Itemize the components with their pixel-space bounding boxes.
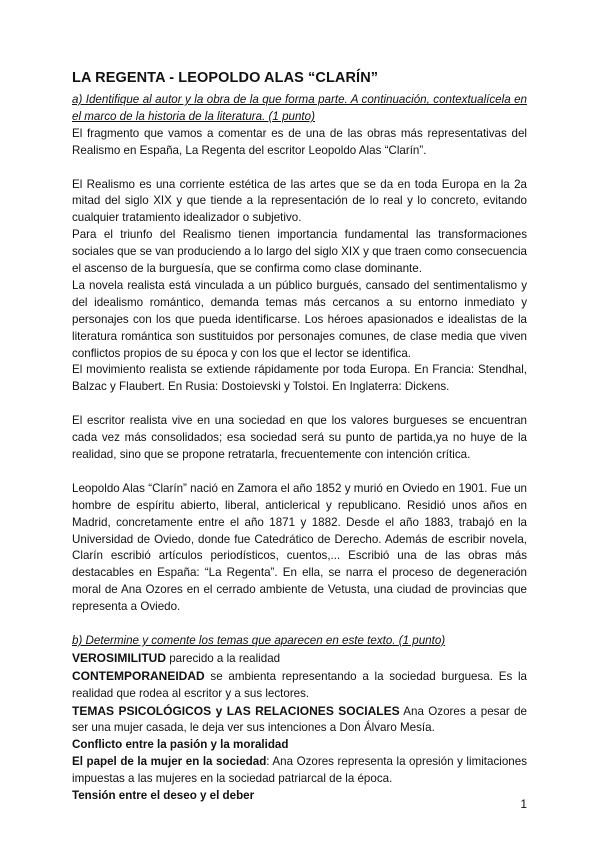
theme-text: : Ana Ozores representa la opresión y limitaciones impuestas a las mujeres en la sociedad patriarcal de la época. bbox=[72, 755, 527, 786]
page-number: 1 bbox=[520, 797, 527, 811]
theme-term: VEROSIMILITUD bbox=[72, 650, 167, 665]
paragraph-triunfo: Para el triunfo del Realismo tienen importancia fundamental las transformaciones sociales que se van produciendo a lo largo del siglo XIX y que traen como consecuencia el ascenso de la burguesía, que se confirma como clase dominante. bbox=[72, 228, 527, 276]
paragraph-escritor: El escritor realista vive en una sociedad en que los valores burgueses se encuentran cada vez más consolidados; esa sociedad será su punto de partida,ya no huye de la realidad, sino que se propone retratarla, frecuentemente con intención crítica. bbox=[72, 414, 527, 461]
theme-term: El papel de la mujer en la sociedad bbox=[72, 755, 267, 769]
question-b: b) Determine y comente los temas que aparecen en este texto. (1 punto) bbox=[72, 633, 446, 647]
theme-term: Conflicto entre la pasión y la moralidad bbox=[72, 738, 289, 752]
paragraph-movimiento: El movimiento realista se extiende rápidamente por toda Europa. En Francia: Stendhal, Balzac y Flaubert. En Rusia: Dostoievski y Tolstoi. En Inglaterra: Dickens. bbox=[72, 363, 527, 394]
theme-term: CONTEMPORANEIDAD bbox=[72, 668, 205, 683]
theme-psicologicos bbox=[72, 703, 527, 738]
document-title: LA REGENTA - LEOPOLDO ALAS “CLARÍN” bbox=[72, 70, 379, 86]
document-page bbox=[72, 70, 527, 805]
paragraph-intro: El fragmento que vamos a comentar es de una de las obras más representativas del Realismo en España, La Regenta del escritor Leopoldo Alas “Clarín”. bbox=[72, 126, 527, 157]
paragraph-novela: La novela realista está vinculada a un público burgués, cansado del sentimentalismo y del idealismo romántico, demanda temas más cercanos a su entorno inmediato y personajes con los que pueda identificarse. Los héroes apasionados e idealistas de la literatura romántica son sustituidos por personajes comunes, de clase media que viven conflictos propios de su época y con los que el lector se identifica. bbox=[72, 278, 527, 360]
theme-text: Ana Ozores a pesar de ser una mujer casada, le deja ver sus intenciones a Don Álvaro Mesía. bbox=[72, 704, 527, 735]
theme-text: se ambienta representando a la sociedad burguesa. Es la realidad que rodea al escritor y a sus lectores. bbox=[72, 669, 527, 700]
theme-mujer bbox=[72, 754, 527, 788]
theme-conflicto bbox=[72, 737, 527, 754]
question-a: a) Identifique al autor y la obra de la que forma parte. A continuación, contextualícela en el marco de la historia de la literatura. (1 punto) bbox=[72, 93, 527, 123]
theme-term: Tensión entre el deseo y el deber bbox=[72, 789, 255, 803]
theme-term: TEMAS PSICOLÓGICOS y LAS RELACIONES SOCIALES bbox=[72, 703, 400, 718]
theme-verosimilitud bbox=[72, 650, 527, 668]
theme-tension bbox=[72, 788, 527, 805]
paragraph-realismo: El Realismo es una corriente estética de las artes que se da en toda Europa en la 2a mitad del siglo XIX y que tiende a la representación de lo real y lo concreto, evitando cualquier tratamiento idealizador o subjetivo. bbox=[72, 177, 527, 225]
theme-contemporaneidad bbox=[72, 668, 527, 703]
theme-text: parecido a la realidad bbox=[166, 651, 281, 665]
paragraph-biografia: Leopoldo Alas “Clarín” nació en Zamora el año 1852 y murió en Oviedo en 1901. Fue un hombre de espíritu abierto, liberal, anticlerical y republicano. Residió unos años en Madrid, concretamente entre el año 1871 y 1882. Desde el año 1883, trabajó en la Universidad de Oviedo, donde fue Catedrático de Derecho. Además de escribir novela, Clarín escribió artículos periodísticos, cuentos,... Escribió una de las obras más destacables en España: “La Regenta”. En ella, se narra el proceso de degeneración moral de Ana Ozores en el cerrado ambiente de Vetusta, una ciudad de provincias que representa a Oviedo. bbox=[72, 481, 527, 614]
